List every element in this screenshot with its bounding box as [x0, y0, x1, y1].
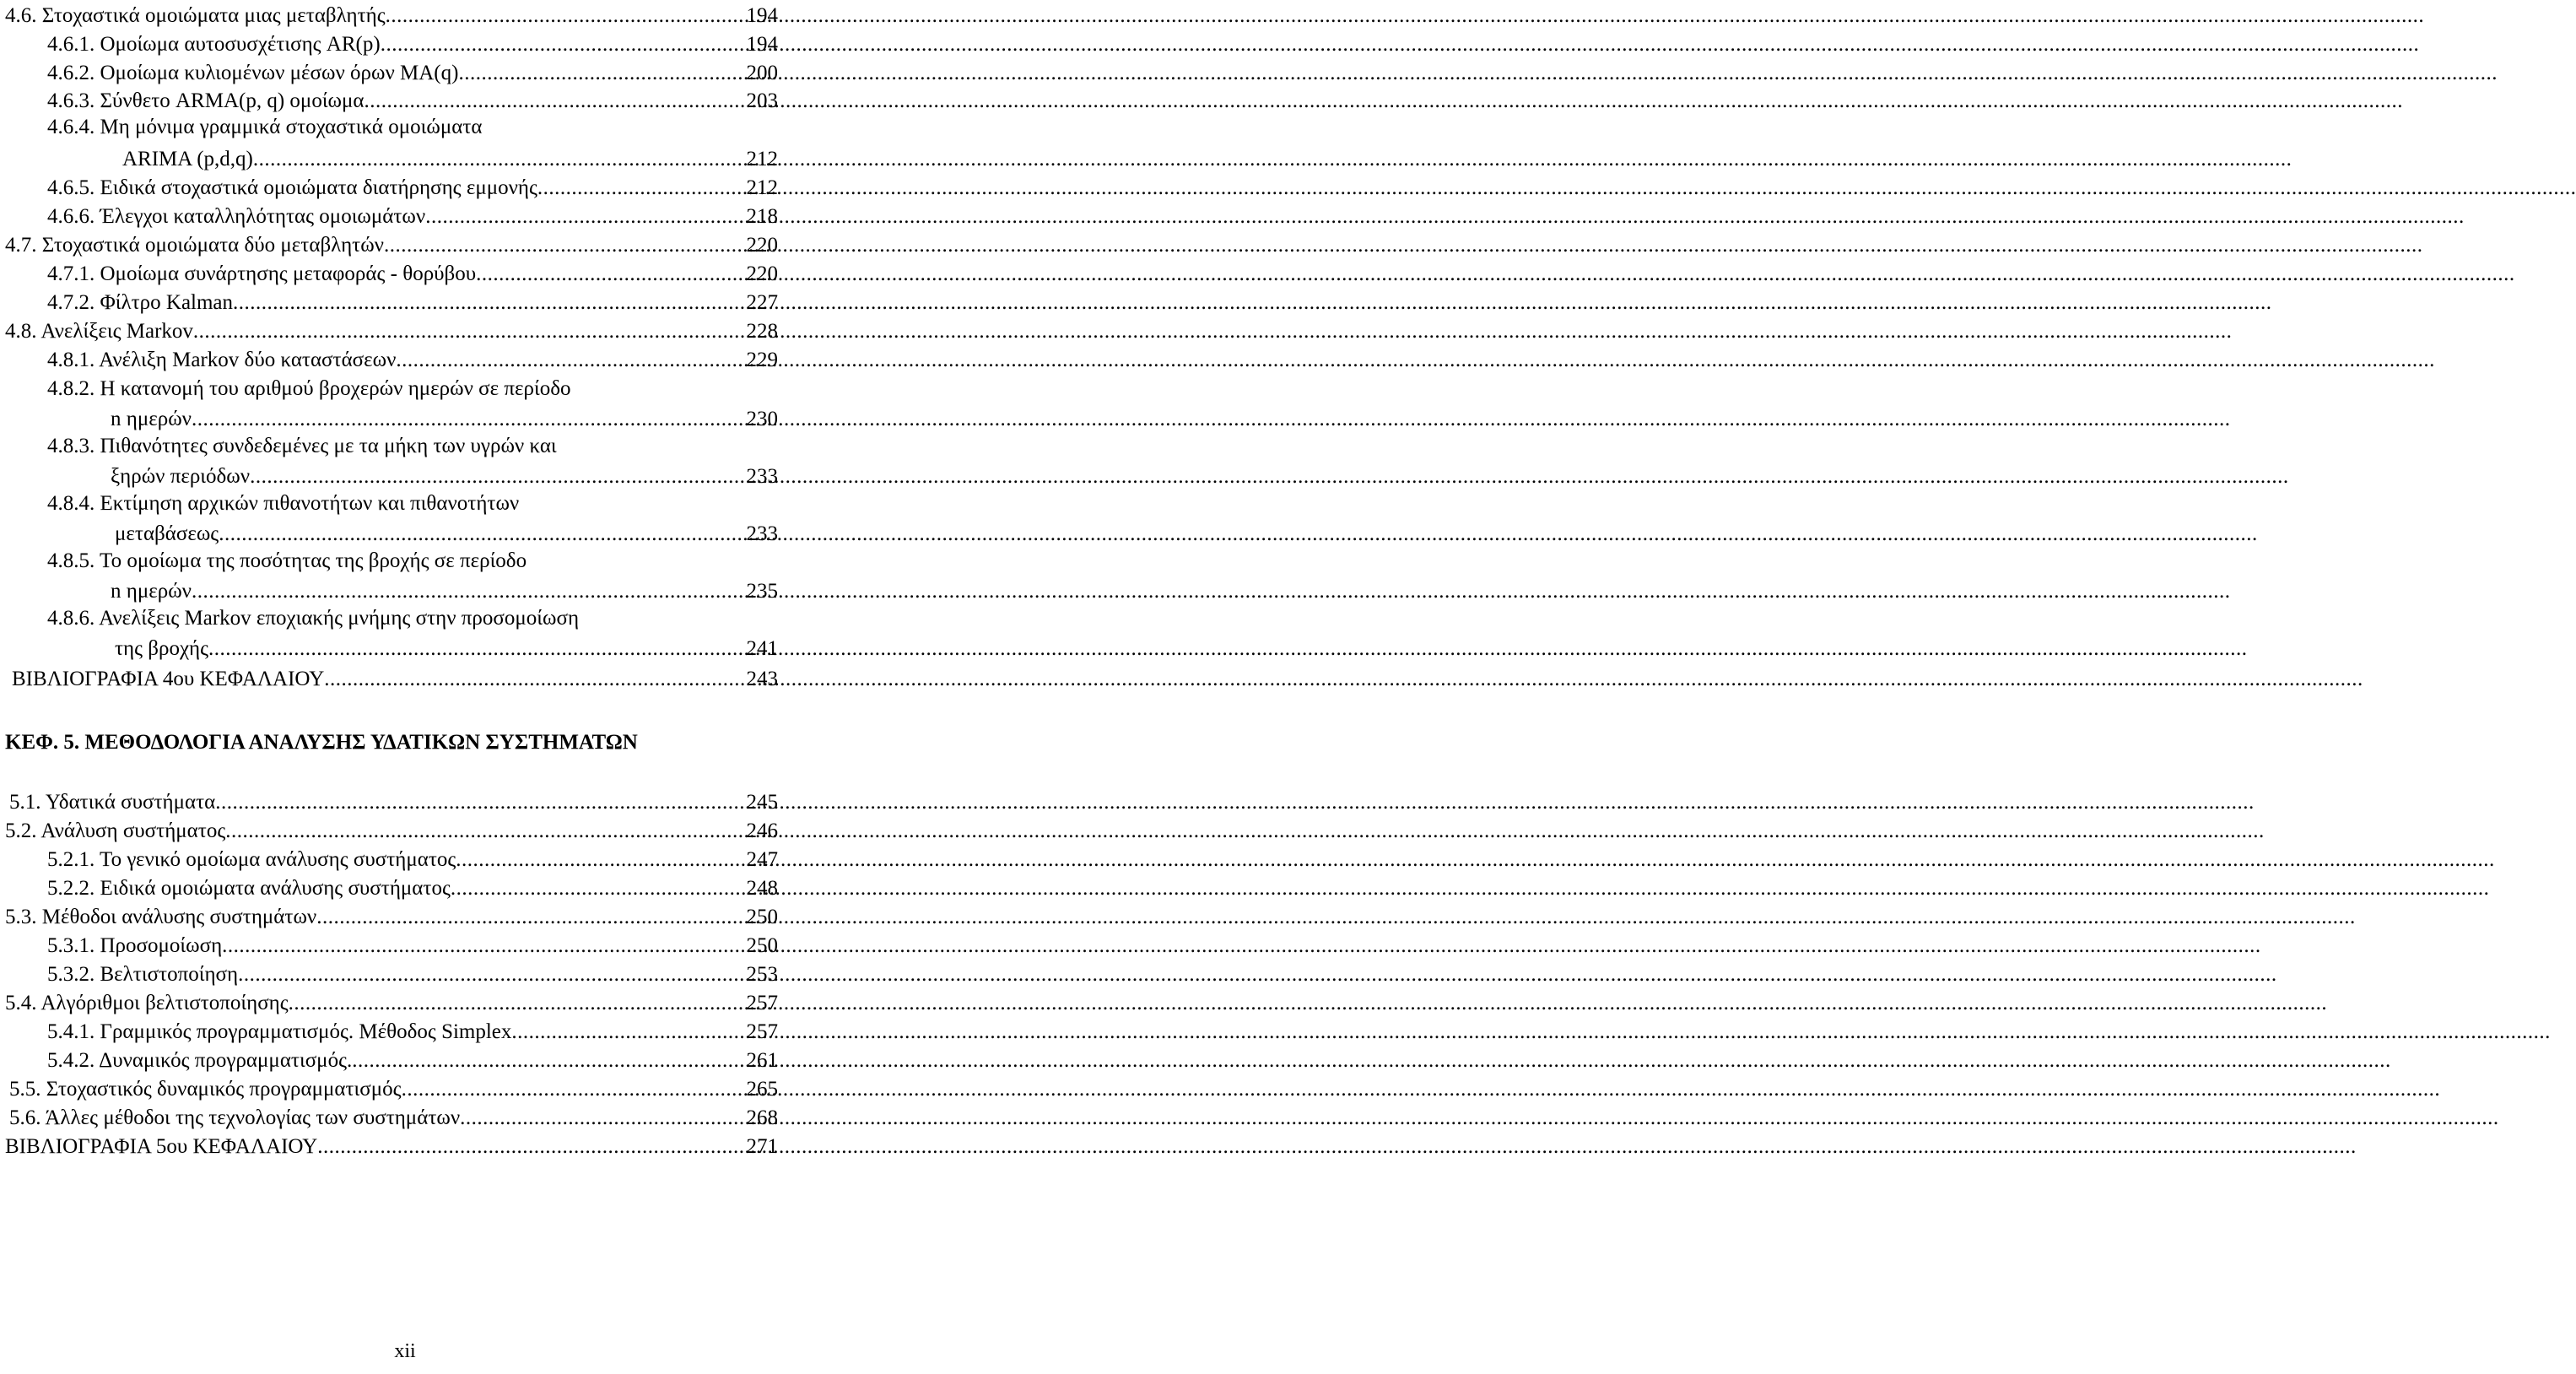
toc-entry-title: 4.6.1. Ομοίωμα αυτοσυσχέτισης AR(p): [47, 33, 381, 56]
toc-entry[interactable]: [47, 201, 778, 230]
toc-entry-title: 4.8. Ανελίξεις Markov: [5, 320, 193, 343]
toc-entry-title: μεταβάσεως: [115, 522, 219, 545]
toc-entry-page: 268: [746, 1106, 778, 1129]
toc-entry[interactable]: [9, 1074, 778, 1102]
toc-entry-title: 4.8.2. Η κατανομή του αριθμού βροχερών ημερών σε περίοδο: [47, 377, 571, 400]
toc-entry-page: 203: [746, 89, 778, 112]
toc-entry[interactable]: [111, 403, 778, 432]
toc-entry-title: 5.5. Στοχαστικός δυναμικός προγραμματισμός: [9, 1078, 402, 1101]
toc-entry[interactable]: [115, 633, 778, 662]
toc-entry[interactable]: [5, 815, 778, 844]
toc-entry-page: 220: [746, 262, 778, 285]
toc-entry-title: 4.6.2. Ομοίωμα κυλιομένων μέσων όρων ΜΑ(q): [47, 62, 459, 84]
toc-entry[interactable]: [47, 959, 778, 987]
toc-entry-page: 230: [746, 408, 778, 430]
toc-entry[interactable]: [12, 663, 778, 692]
toc-entry-title: 5.4.2. Δυναμικός προγραμματισμός.: [47, 1049, 353, 1072]
toc-entry[interactable]: [47, 287, 778, 316]
toc-entry-page: 243: [746, 668, 778, 690]
toc-entry[interactable]: [111, 576, 778, 604]
toc-entry-page: 212: [746, 176, 778, 199]
toc-entry-page: 235: [746, 580, 778, 603]
toc-entry-title: 5.2.2. Ειδικά ομοιώματα ανάλυσης συστήματος: [47, 877, 451, 900]
toc-entry[interactable]: [115, 518, 778, 547]
toc-entry-title: 4.8.5. Το ομοίωμα της ποσότητας της βροχής σε περίοδο: [47, 549, 527, 572]
toc-entry-page: 200: [746, 62, 778, 84]
toc-entry[interactable]: [5, 1131, 778, 1160]
toc-entry[interactable]: [9, 787, 778, 815]
toc-entry-page: 245: [746, 791, 778, 814]
toc-entry-title: 4.8.6. Ανελίξεις Markov εποχιακής μνήμης στην προσομοίωση: [47, 607, 580, 630]
toc-entry[interactable]: [47, 85, 778, 114]
toc-entry[interactable]: [5, 316, 778, 344]
toc-entry-page: 233: [746, 465, 778, 488]
toc-entry[interactable]: [47, 930, 778, 959]
toc-entry-page: 250: [746, 934, 778, 957]
toc-entry[interactable]: [9, 1102, 778, 1131]
toc-entry-title: 5.2. Ανάλυση συστήματος: [5, 820, 226, 842]
toc-entry-page: 248: [746, 877, 778, 900]
toc-entry-page: 250: [746, 906, 778, 928]
toc-entry[interactable]: [47, 844, 778, 873]
toc-entry[interactable]: [47, 344, 778, 373]
toc-entry-page: 257: [746, 1020, 778, 1043]
toc-entry-title: 4.8.1. Ανέλιξη Markov δύο καταστάσεων: [47, 349, 397, 371]
toc-entry-page: 271: [746, 1135, 778, 1158]
toc-entry-page: 257: [746, 992, 778, 1014]
toc-entry-page: 229: [746, 349, 778, 371]
chapter-heading: ΚΕΦ. 5. ΜΕΘΟΔΟΛΟΓΙΑ ΑΝΑΛΥΣΗΣ ΥΔΑΤΙΚΩΝ ΣΥΣΤΗΜΑΤΩΝ: [5, 731, 638, 754]
toc-entry[interactable]: [47, 29, 778, 57]
toc-entry-page: 247: [746, 848, 778, 871]
toc-entry[interactable]: [47, 258, 778, 287]
toc-entry[interactable]: [47, 1045, 778, 1074]
toc-entry-title: ξηρών περιόδων: [111, 465, 251, 488]
toc-entry[interactable]: [47, 1016, 778, 1045]
toc-entry-title: 5.4.1. Γραμμικός προγραμματισμός. Μέθοδος Simplex: [47, 1020, 512, 1043]
toc-entry[interactable]: [47, 57, 778, 86]
toc-entry-page: 233: [746, 522, 778, 545]
toc-entry-title: της βροχής: [115, 637, 209, 660]
toc-entry-page: 218: [746, 205, 778, 228]
toc-entry-page: 194: [746, 4, 778, 27]
toc-entry-title: 4.6.6. Έλεγχοι καταλληλότητας ομοιωμάτων: [47, 205, 426, 228]
toc-entry-title: 5.1. Υδατικά συστήματα: [9, 791, 216, 814]
toc-entry[interactable]: [47, 873, 778, 901]
toc-entry[interactable]: [5, 901, 778, 930]
toc-entry-title: 4.6.4. Μη μόνιμα γραμμικά στοχαστικά ομοιώματα: [47, 116, 483, 138]
toc-entry[interactable]: [111, 461, 778, 490]
toc-entry-page: 241: [746, 637, 778, 660]
toc-entry[interactable]: [5, 230, 778, 258]
toc-entry-page: 220: [746, 234, 778, 257]
toc-entry-page: 227: [746, 291, 778, 314]
toc-entry-page: 194: [746, 33, 778, 56]
toc-entry-title: 5.3. Μέθοδοι ανάλυσης συστημάτων: [5, 906, 317, 928]
toc-entry[interactable]: [5, 0, 778, 29]
toc-entry-page: 212: [746, 148, 778, 170]
toc-entry[interactable]: [5, 987, 778, 1016]
toc-entry[interactable]: [47, 172, 778, 201]
toc-entry-title: 5.3.1. Προσομοίωση: [47, 934, 223, 957]
toc-entry-title: 4.7.2. Φίλτρο Kalman: [47, 291, 234, 314]
toc-entry-title: 4.6.3. Σύνθετο ARMA(p, q) ομοίωμα: [47, 89, 365, 112]
toc-entry-title: 5.6. Άλλες μέθοδοι της τεχνολογίας των συστημάτων: [9, 1106, 461, 1129]
toc-entry-title: 4.7. Στοχαστικά ομοιώματα δύο μεταβλητών: [5, 234, 384, 257]
toc-entry-page: 265: [746, 1078, 778, 1101]
toc-entry-title: 4.8.3. Πιθανότητες συνδεδεμένες με τα μήκη των υγρών και: [47, 435, 557, 457]
toc-entry-title: ARIMA (p,d,q): [122, 148, 253, 170]
toc-entry-page: 261: [746, 1049, 778, 1072]
toc-entry-title: 4.6.5. Ειδικά στοχαστικά ομοιώματα διατήρησης εμμονής: [47, 176, 537, 199]
toc-entry-title: 5.2.1. Το γενικό ομοίωμα ανάλυσης συστήματος: [47, 848, 456, 871]
toc-entry-title: ΒΙΒΛΙΟΓΡΑΦΙΑ 4ου ΚΕΦΑΛΑΙΟΥ: [12, 668, 325, 690]
toc-entry-page: 253: [746, 963, 778, 986]
toc-entry-title: n ημερών: [111, 580, 192, 603]
toc-entry-page: 228: [746, 320, 778, 343]
toc-entry[interactable]: [122, 143, 778, 172]
toc-entry-title: 4.8.4. Εκτίμηση αρχικών πιθανοτήτων και πιθανοτήτων: [47, 492, 520, 515]
toc-entry-title: 4.7.1. Ομοίωμα συνάρτησης μεταφοράς - θορύβου: [47, 262, 477, 285]
toc-entry-title: n ημερών: [111, 408, 192, 430]
toc-entry-title: 4.6. Στοχαστικά ομοιώματα μιας μεταβλητής: [5, 4, 386, 27]
page-number: xii: [394, 1340, 416, 1362]
toc-entry-title: 5.3.2. Βελτιστοποίηση: [47, 963, 239, 986]
toc-entry-title: ΒΙΒΛΙΟΓΡΑΦΙΑ 5ου ΚΕΦΑΛΑΙΟΥ: [5, 1135, 318, 1158]
toc-entry-title: 5.4. Αλγόριθμοι βελτιστοποίησης: [5, 992, 289, 1014]
toc-entry-page: 246: [746, 820, 778, 842]
